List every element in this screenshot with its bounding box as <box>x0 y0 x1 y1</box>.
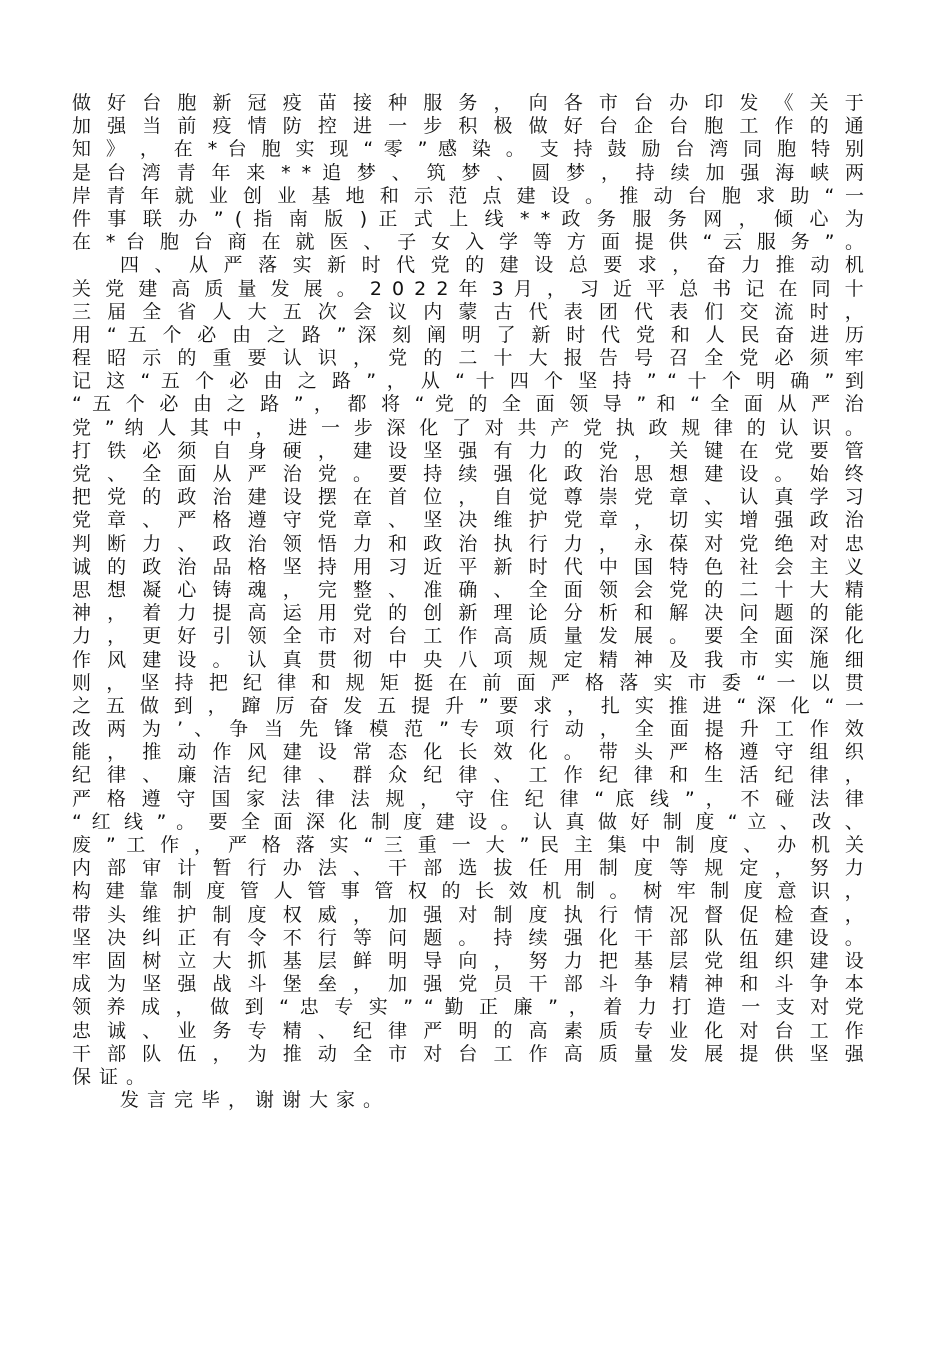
text-line: 干 部 队 伍 ， 为 推 动 全 市 对 台 工 作 高 质 量 发 展 提 供 坚 强 <box>72 1042 864 1065</box>
text-line: 能 ， 推 动 作 风 建 设 常 态 化 长 效 化 。 带 头 严 格 遵 守 组 织 <box>72 741 864 764</box>
text-line: 思 想 凝 心 铸 魂 ， 完 整 、 准 确 、 全 面 领 会 党 的 二 十 大 精 <box>72 578 864 601</box>
text-line: 成 为 坚 强 战 斗 堡 垒 ， 加 强 党 员 干 部 斗 争 精 神 和 斗 争 本 <box>72 973 864 996</box>
text-line: 把 党 的 政 治 建 设 摆 在 首 位 ， 自 觉 尊 崇 党 章 、 认 真 学 习 <box>72 486 864 509</box>
text-line: 件 事 联 办 ” ( 指 南 版 ) 正 式 上 线 * * 政 务 服 务 网 ， 倾 心 为 <box>72 207 864 230</box>
text-line: 领 养 成 ， 做 到 “ 忠 专 实 ” “ 勤 正 廉 ” ， 着 力 打 造 一 支 对 党 <box>72 996 864 1019</box>
text-line: 内 部 审 计 暂 行 办 法 、 干 部 选 拔 任 用 制 度 等 规 定 ， 努 力 <box>72 857 864 880</box>
text-line: “ 红 线 ” 。 要 全 面 深 化 制 度 建 设 。 认 真 做 好 制 度 “ 立 、 改 、 <box>72 810 864 833</box>
text-line: 关 党 建 高 质 量 发 展 。 2 0 2 2 年 3 月 ， 习 近 平 总 书 记 在 同 十 <box>72 277 864 300</box>
text-line: 记 这 “ 五 个 必 由 之 路 ” ， 从 “ 十 四 个 坚 持 ” “ 十 个 明 确 ” 到 <box>72 370 864 393</box>
text-line: 做 好 台 胞 新 冠 疫 苗 接 种 服 务 ， 向 各 市 台 办 印 发 《 关 于 <box>72 92 864 114</box>
text-line: 是 台 湾 青 年 来 * * 追 梦 、 筑 梦 、 圆 梦 ， 持 续 加 强 海 峡 两 <box>72 161 864 184</box>
text-line: 神 ， 着 力 提 高 运 用 党 的 创 新 理 论 分 析 和 解 决 问 题 的 能 <box>72 602 864 625</box>
text-line: 保证。 <box>72 1065 154 1088</box>
text-line: 判 断 力 、 政 治 领 悟 力 和 政 治 执 行 力 ， 永 葆 对 党 绝 对 忠 <box>72 532 864 555</box>
text-line: 忠 诚 、 业 务 专 精 、 纪 律 严 明 的 高 素 质 专 业 化 对 台 工 作 <box>72 1019 864 1042</box>
text-line: 之 五 做 到 ， 蹿 厉 奋 发 五 提 升 ” 要 求 ， 扎 实 推 进 “ 深 化 “ 一 <box>72 694 864 717</box>
section-heading-line: 四 、 从 严 落 实 新 时 代 党 的 建 设 总 要 求 ， 奋 力 推 动 机 <box>120 254 864 277</box>
text-line: 带 头 维 护 制 度 权 威 ， 加 强 对 制 度 执 行 情 况 督 促 检 查 ， <box>72 903 864 926</box>
text-line: 作 风 建 设 。 认 真 贯 彻 中 央 八 项 规 定 精 神 及 我 市 实 施 细 <box>72 648 864 671</box>
text-line: 坚 决 纠 正 有 令 不 行 等 问 题 。 持 续 强 化 干 部 队 伍 建 设 。 <box>72 926 864 949</box>
text-line: 诚 的 政 治 品 格 坚 持 用 习 近 平 新 时 代 中 国 特 色 社 会 主 义 <box>72 555 864 578</box>
text-line: 用 “ 五 个 必 由 之 路 ” 深 刻 阐 明 了 新 时 代 党 和 人 民 奋 进 历 <box>72 323 864 346</box>
document-body <box>72 92 872 1112</box>
text-line: 力 ， 更 好 引 领 全 市 对 台 工 作 高 质 量 发 展 。 要 全 面 深 化 <box>72 625 864 648</box>
text-line: 党 、 全 面 从 严 治 党 。 要 持 续 强 化 政 治 思 想 建 设 。 始 终 <box>72 463 864 485</box>
text-line: 改 两 为 ’ 、 争 当 先 锋 模 范 ” 专 项 行 动 ， 全 面 提 升 工 作 效 <box>72 718 864 741</box>
text-line: 则 ， 坚 持 把 纪 律 和 规 矩 挺 在 前 面 严 格 落 实 市 委 “ 一 以 贯 <box>72 671 864 694</box>
text-line: 构 建 靠 制 度 管 人 管 事 管 权 的 长 效 机 制 。 树 牢 制 度 意 识 ， <box>72 880 864 903</box>
text-line: 知 》 ， 在 * 台 胞 实 现 “ 零 ” 感 染 。 支 持 鼓 励 台 湾 同 胞 特 别 <box>72 138 865 161</box>
closing-line: 发言完毕，谢谢大家。 <box>120 1089 391 1112</box>
text-line: 严 格 遵 守 国 家 法 律 法 规 ， 守 住 纪 律 “ 底 线 ” ， 不 碰 法 律 <box>72 787 864 810</box>
text-line: 牢 固 树 立 大 抓 基 层 鲜 明 导 向 ， 努 力 把 基 层 党 组 织 建 设 <box>72 949 864 972</box>
text-line: 在 * 台 胞 台 商 在 就 医 、 子 女 入 学 等 方 面 提 供 “ 云 服 务 ” 。 <box>72 231 865 254</box>
text-line: 程 昭 示 的 重 要 认 识 ， 党 的 二 十 大 报 告 号 召 全 党 必 须 牢 <box>72 347 864 370</box>
text-line: 打 铁 必 须 自 身 硬 ， 建 设 坚 强 有 力 的 党 ， 关 键 在 党 要 管 <box>72 439 864 462</box>
text-line: 纪 律 、 廉 洁 纪 律 、 群 众 纪 律 、 工 作 纪 律 和 生 活 纪 律 ， <box>72 764 864 787</box>
text-line: 岸 青 年 就 业 创 业 基 地 和 示 范 点 建 设 。 推 动 台 胞 求 助 “ 一 <box>72 184 864 207</box>
text-line: 废 ” 工 作 ， 严 格 落 实 “ 三 重 一 大 ” 民 主 集 中 制 度 、 办 机 关 <box>72 834 864 856</box>
text-line: “ 五 个 必 由 之 路 ” ， 都 将 “ 党 的 全 面 领 导 ” 和 “ 全 面 从 严 治 <box>72 393 864 416</box>
text-line: 三 届 全 省 人 大 五 次 会 议 内 蒙 古 代 表 团 代 表 们 交 流 时 ， <box>72 300 864 323</box>
text-line: 党 章 、 严 格 遵 守 党 章 、 坚 决 维 护 党 章 ， 切 实 增 强 政 治 <box>72 509 864 532</box>
text-line: 加 强 当 前 疫 情 防 控 进 一 步 积 极 做 好 台 企 台 胞 工 作 的 通 <box>72 115 864 138</box>
text-line: 党 ” 纳 人 其 中 ， 进 一 步 深 化 了 对 共 产 党 执 政 规 律 的 认 识 。 <box>72 416 864 439</box>
